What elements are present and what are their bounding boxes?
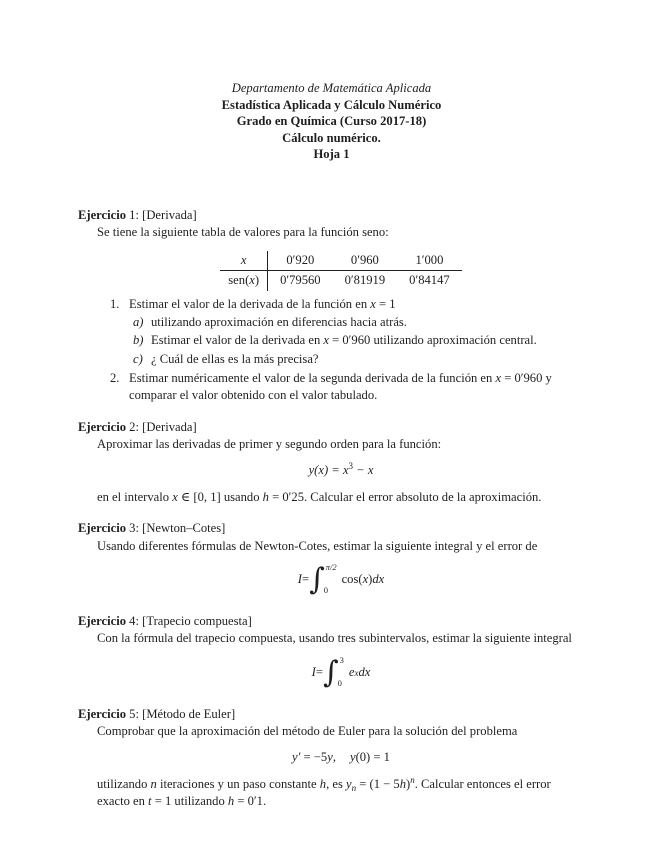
sub-item-text: ¿ Cuál de ellas es la más precisa? bbox=[151, 351, 319, 366]
document-header bbox=[78, 80, 585, 163]
exercise-label: Ejercicio bbox=[78, 614, 127, 629]
header-course: Estadística Aplicada y Cálculo Numérico bbox=[221, 97, 442, 112]
sine-values-table bbox=[220, 251, 461, 291]
sub-item-letter: b) bbox=[133, 333, 144, 348]
exercise-1-title: 1: [Derivada] bbox=[126, 208, 197, 223]
exercise-3-title: 3: [Newton–Cotes] bbox=[126, 521, 226, 536]
exercise-5-formula: y′ = −5y, y(0) = 1 bbox=[292, 749, 390, 764]
exercise-1-intro: Se tiene la siguiente tabla de valores para la función seno: bbox=[97, 225, 389, 240]
header-degree: Grado en Química (Curso 2017-18) bbox=[236, 114, 427, 129]
header-subject: Cálculo numérico. bbox=[282, 130, 381, 145]
header-sheet-number: Hoja 1 bbox=[313, 147, 350, 162]
exercise-3-heading bbox=[78, 520, 585, 537]
exercise-4-title: 4: [Trapecio compuesta] bbox=[126, 614, 252, 629]
exercise-5 bbox=[78, 706, 585, 811]
exercise-label: Ejercicio bbox=[78, 419, 127, 434]
exercise-label: Ejercicio bbox=[78, 208, 127, 223]
integral-sign: ∫ bbox=[322, 654, 339, 690]
exercise-1 bbox=[78, 207, 585, 405]
exercise-5-heading bbox=[78, 706, 585, 723]
list-item-1 bbox=[110, 296, 585, 313]
list-item-text: Estimar el valor de la derivada de la función en x = 1 bbox=[129, 296, 396, 311]
exercise-5-intro: Comprobar que la aproximación del método de Euler para la solución del problema bbox=[97, 724, 518, 739]
exercise-4-formula: I = ∫ 3 0 e x dx bbox=[311, 654, 371, 690]
exercise-4-intro: Con la fórmula del trapecio compuesta, usando tres subintervalos, estimar la siguiente integral bbox=[97, 631, 572, 646]
exercise-2-body bbox=[97, 436, 585, 506]
sub-item-text: utilizando aproximación en diferencias hacia atrás. bbox=[151, 314, 407, 329]
exercise-2-formula: $y(x) = x^3 - x$ bbox=[308, 460, 374, 477]
exercise-3-intro: Usando diferentes fórmulas de Newton-Cotes, estimar la siguiente integral y el error de bbox=[97, 538, 538, 553]
exercise-2 bbox=[78, 419, 585, 507]
integral-limits: π/2 0 bbox=[323, 562, 337, 596]
exercise-5-outro: utilizando n iteraciones y un paso constante h, es $y_n = (1 - 5h)^n$. Calcular entonces el error exacto en t = 1 utilizando h = 0′1. bbox=[97, 774, 551, 809]
table-cell: 0′84147 bbox=[397, 271, 462, 291]
exercise-5-title: 5: [Método de Euler] bbox=[126, 706, 236, 721]
table-cell: 0′79560 bbox=[268, 271, 333, 291]
table-cell: 1′000 bbox=[415, 252, 444, 267]
exercise-2-title: 2: [Derivada] bbox=[126, 419, 197, 434]
exercise-label: Ejercicio bbox=[78, 521, 127, 536]
header-department: Departamento de Matemática Aplicada bbox=[231, 81, 432, 95]
exercise-2-heading bbox=[78, 419, 585, 436]
list-item-2 bbox=[110, 370, 585, 405]
list-item-number: 1. bbox=[110, 296, 120, 311]
sub-item-c bbox=[133, 351, 585, 368]
table-header-x: x bbox=[220, 251, 267, 271]
exercise-3-formula: I = ∫ π/2 0 cos( x ) dx bbox=[297, 562, 385, 598]
table-row-sin bbox=[220, 271, 461, 291]
exercise-label: Ejercicio bbox=[78, 706, 127, 721]
sub-item-b bbox=[133, 332, 585, 349]
exercise-3 bbox=[78, 520, 585, 599]
exercise-4 bbox=[78, 613, 585, 692]
sub-item-a bbox=[133, 314, 585, 331]
table-row-x bbox=[220, 251, 461, 271]
exercise-1-body bbox=[97, 224, 585, 404]
sub-item-letter: a) bbox=[133, 314, 144, 329]
table-cell: 0′960 bbox=[350, 252, 379, 267]
sub-item-text: Estimar el valor de la derivada en x = 0′960 utilizando aproximación central. bbox=[151, 333, 537, 348]
table-cell: 0′81919 bbox=[333, 271, 398, 291]
integral-sign: ∫ bbox=[309, 562, 325, 598]
list-item-number: 2. bbox=[110, 371, 120, 386]
table-header-sin: sen(x) bbox=[220, 271, 267, 291]
exercise-3-body bbox=[97, 538, 585, 599]
list-item-text: Estimar numéricamente el valor de la segunda derivada de la función en x = 0′960 y comparar el valor obtenido con el valor tabulado. bbox=[129, 371, 552, 403]
exercise-4-heading bbox=[78, 613, 585, 630]
table-cell: 0′920 bbox=[286, 252, 315, 267]
exercise-2-intro: Aproximar las derivadas de primer y segundo orden para la función: bbox=[97, 437, 442, 452]
exercise-1-heading bbox=[78, 207, 585, 224]
exercise-2-outro: en el intervalo x ∈ [0, 1] usando h = 0′25. Calcular el error absoluto de la aproximación. bbox=[97, 489, 542, 504]
exercise-5-body bbox=[97, 723, 585, 811]
sub-item-letter: c) bbox=[133, 351, 143, 366]
exercise-4-body bbox=[97, 630, 585, 691]
integral-limits: 3 0 bbox=[337, 654, 344, 689]
